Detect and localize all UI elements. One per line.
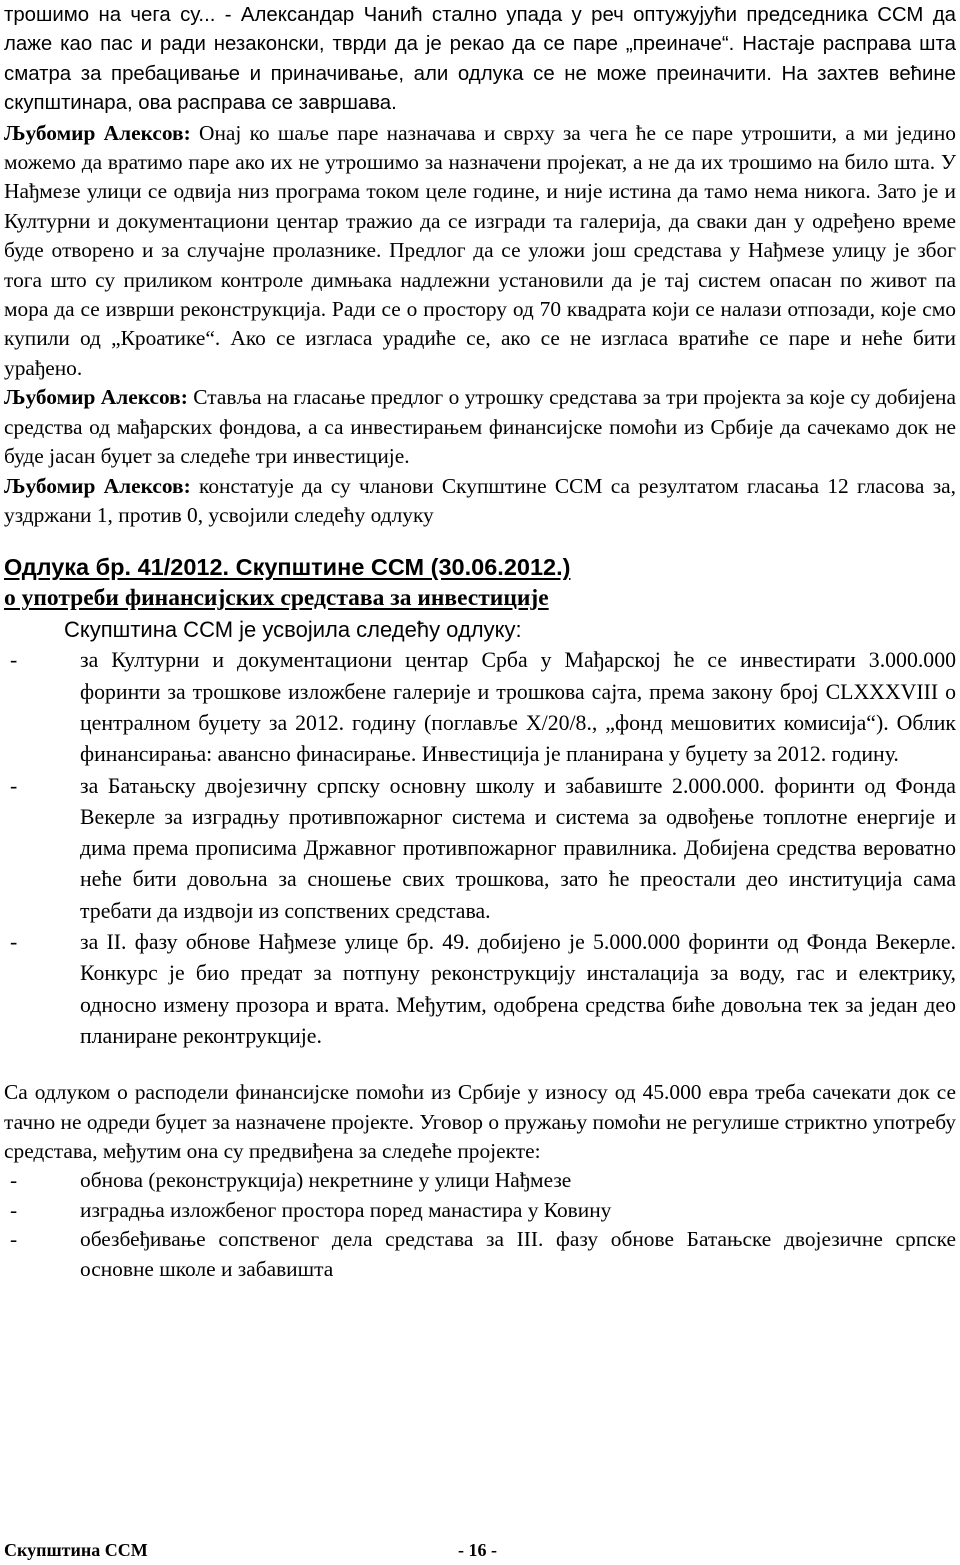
- closing-items-list: [4, 1166, 956, 1284]
- list-dash: -: [10, 773, 18, 798]
- decision-item: [4, 927, 956, 1052]
- decision-item-text: за Културни и документациони центар Срба у Мађарској ће се инвестирати 3.000.000 форинти за трошкове изложбене галерије и трошкова сајта, према закону број CLXXXVIII о централном буџету за 2012. годину (поглавље X/20/8., „фонд мешовитих комисија“). Облик финансирања: авансно финасирање. Инвестиција је планирана у буџету за 2012. годину.: [80, 648, 956, 767]
- footer-organization: Скупштина ССМ: [4, 1540, 148, 1560]
- speaker-name: Љубомир Алексов:: [4, 120, 191, 145]
- decision-item-text: за Батањску двојезичну српску основну школу и забавиште 2.000.000. форинти од Фонда Векерле за изградњу противпожарног система и система за одвођење топлотне енергије и дима према прописима Државног противпожарног правилника. Добијена средства вероватно неће бити довољна за сношење свих трошкова, зато ће преостали део институција сама требати да издвоји из сопствених средстава.: [80, 773, 956, 923]
- list-dash: -: [10, 929, 18, 954]
- decision-item: [4, 771, 956, 927]
- closing-item-text: изградња изложбеног простора поред манастира у Ковину: [80, 1197, 612, 1222]
- closing-item-text: обнова (реконструкција) некретнине у улици Нађмезе: [80, 1168, 572, 1193]
- decision-item: [4, 645, 956, 770]
- list-dash: -: [10, 1197, 18, 1222]
- list-dash: -: [10, 1227, 18, 1252]
- closing-item: [4, 1166, 956, 1195]
- decision-item-text: за II. фазу обнове Нађмезе улице бр. 49. добијено је 5.000.000 форинти од Фонда Векерле. Конкурс је био предат за потпуну реконструкцију инсталација за воду, гас и електрику, односно измену прозора и врата. Међутим, одобрена средства биће довољна тек за један део планиране реконтрукције.: [80, 929, 956, 1048]
- closing-paragraph: Са одлуком о расподели финансијске помоћи из Србије у износу од 45.000 евра треба сачекати док се тачно не одреди буџет за назначене пројекте. Уговор о пружању помоћи не регулише стриктно употребу средстава, међутим она су предвиђена за следеће пројекте:: [4, 1080, 956, 1163]
- decision-title: Одлука бр. 41/2012. Скупштине ССМ (30.06.2012.): [4, 554, 571, 581]
- decision-items-list: [4, 645, 956, 1052]
- decision-subtitle: о употреби финансијских средстава за инвестиције: [4, 585, 549, 612]
- list-dash: -: [10, 1168, 18, 1193]
- list-dash: -: [10, 648, 18, 673]
- paragraph-aleksov-2: [4, 383, 956, 471]
- paragraph-intro: трошимо на чега су... - Александар Чанић стално упада у реч оптужујући председника ССМ да лаже као пас и ради незаконски, тврди да је рекао да се паре „преиначе“. Настаје расправа шта сматра за пребацивање и приначивање, али одлука се не може преиначити. На захтев већине скупштинара, ова расправа се завршава.: [4, 4, 956, 115]
- speaker-name: Љубомир Алексов:: [4, 473, 191, 498]
- speech-text: Онај ко шаље паре назначава и сврху за чега ће се паре утрошити, а ми једино можемо да вратимо паре ако их не утрошимо за назначени пројекат, а не да их трошимо на било шта. У Нађмезе улици се одвија низ програма током целе године, и није истина да тамо нема никога. Зато је и Културни и документациони центар тражио да се изгради та галерија, да сваки дан у одређено време буде отворено и за случајне пролазнике. Предлог да се уложи још средстава у Нађмезе улицу је због тога што су приликом контроле димњака надлежни установили да је тај систем опасан по живот па мора да се изврши реконструкција. Ради се о простору од 70 квадрата који се налази отпозади, које смо купили од „Кроатике“. Ако се изгласа урадиће се, ако се не изгласа вратиће се паре и неће бити урађено.: [4, 120, 956, 380]
- paragraph-aleksov-1: [4, 119, 956, 384]
- speech-text: Ставља на гласање предлог о утрошку средстава за три пројекта за које су добијена средства од мађарских фондова, а са инвестирањем финансијске помоћи из Србије да сачекамо док не буде јасан буџет за следеће три инвестиције.: [4, 385, 956, 469]
- speaker-name: Љубомир Алексов:: [4, 385, 188, 410]
- closing-item: [4, 1196, 956, 1225]
- speech-text: констатује да су чланови Скупштине ССМ са резултатом гласања 12 гласова за, уздржани 1, против 0, усвојили следећу одлуку: [4, 473, 957, 527]
- decision-intro: Скупштина ССМ је усвојила следећу одлуку:: [64, 617, 522, 643]
- closing-item: [4, 1225, 956, 1284]
- page-footer: [4, 1540, 956, 1562]
- page-number: - 16 -: [458, 1540, 497, 1560]
- document-page: [4, 0, 956, 1284]
- paragraph-aleksov-3: [4, 472, 956, 531]
- closing-item-text: обезбеђивање сопственог дела средстава за III. фазу обнове Батањске двојезичне српске основне школе и забавишта: [80, 1227, 956, 1281]
